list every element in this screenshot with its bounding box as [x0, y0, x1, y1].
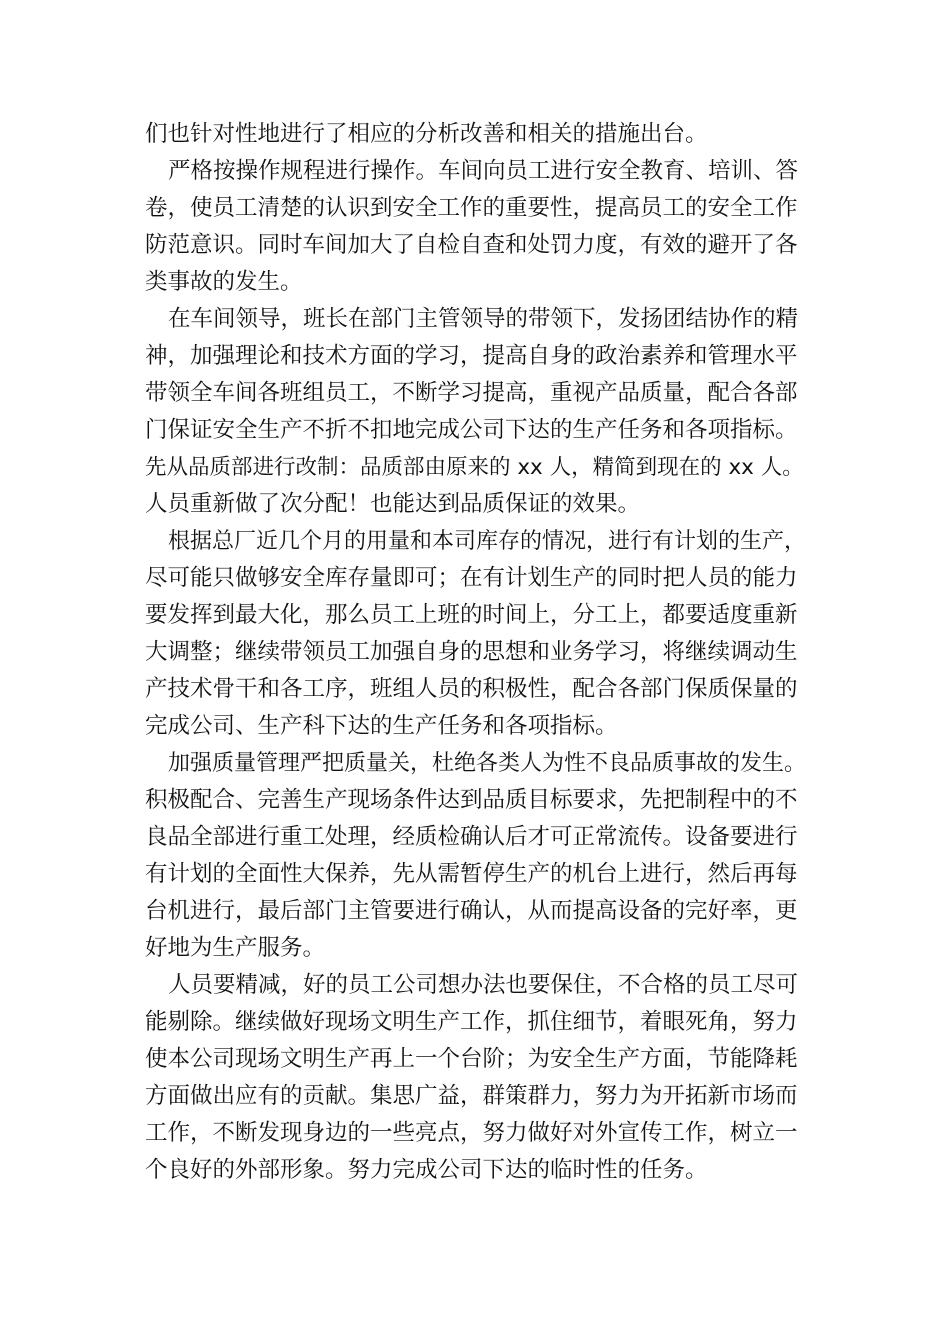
- text-line: 神，加强理论和技术方面的学习，提高自身的政治素养和管理水平: [145, 343, 798, 369]
- text-line: 完成公司、生产科下达的生产任务和各项指标。: [145, 713, 618, 739]
- text-line: 门保证安全生产不折不扣地完成公司下达的生产任务和各项指标。: [145, 417, 798, 443]
- paragraph-first-line: 严格按操作规程进行操作。车间向员工进行安全教育、培训、答: [168, 158, 799, 184]
- text-line: 良品全部进行重工处理，经质检确认后才可正常流传。设备要进行: [145, 824, 798, 850]
- text-line: 大调整；继续带领员工加强自身的思想和业务学习，将继续调动生: [145, 639, 798, 665]
- text-line: 带领全车间各班组员工，不断学习提高，重视产品质量，配合各部: [145, 380, 798, 406]
- text-line: 防范意识。同时车间加大了自检自查和处罚力度，有效的避开了各: [145, 232, 798, 258]
- text-line: 好地为生产服务。: [145, 935, 326, 961]
- paragraph-first-line: 加强质量管理严把质量关，杜绝各类人为性不良品质事故的发生。: [168, 751, 807, 776]
- paragraph-first-line: 在车间领导，班长在部门主管领导的带领下，发扬团结协作的精: [168, 306, 799, 332]
- text-line: 个良好的外部形象。努力完成公司下达的临时性的任务。: [145, 1157, 708, 1183]
- text-line: 有计划的全面性大保养，先从需暂停生产的机台上进行，然后再每: [145, 861, 798, 887]
- text-line: 类事故的发生。: [145, 269, 303, 295]
- text-line: 人员重新做了次分配！也能达到品质保证的效果。: [145, 491, 641, 517]
- paragraph-first-line: 根据总厂近几个月的用量和本司库存的情况，进行有计划的生产，: [168, 529, 807, 554]
- text-line: 积极配合、完善生产现场条件达到品质目标要求，先把制程中的不: [145, 787, 798, 813]
- text-line: 方面做出应有的贡献。集思广益，群策群力，努力为开拓新市场而: [145, 1083, 798, 1109]
- text-line: 使本公司现场文明生产再上一个台阶；为安全生产方面，节能降耗: [145, 1046, 798, 1072]
- text-line: 台机进行，最后部门主管要进行确认，从而提高设备的完好率，更: [145, 898, 798, 924]
- text-line: 卷，使员工清楚的认识到安全工作的重要性，提高员工的安全工作: [145, 195, 798, 221]
- text-line: 要发挥到最大化，那么员工上班的时间上，分工上，都要适度重新: [145, 602, 798, 628]
- text-line: 工作，不断发现身边的一些亮点，努力做好对外宣传工作，树立一: [145, 1120, 798, 1146]
- text-line: 先从品质部进行改制：品质部由原来的 xx 人，精简到现在的 xx 人。: [145, 455, 804, 480]
- text-line: 产技术骨干和各工序，班组人员的积极性，配合各部门保质保量的: [145, 676, 798, 702]
- paragraph-first-line: 人员要精减，好的员工公司想办法也要保住，不合格的员工尽可: [168, 972, 799, 998]
- text-line: 们也针对性地进行了相应的分析改善和相关的措施出台。: [145, 121, 708, 147]
- document-body: [145, 116, 809, 1189]
- text-line: 能剔除。继续做好现场文明生产工作，抓住细节，着眼死角，努力: [145, 1009, 798, 1035]
- text-line: 尽可能只做够安全库存量即可；在有计划生产的同时把人员的能力: [145, 565, 798, 591]
